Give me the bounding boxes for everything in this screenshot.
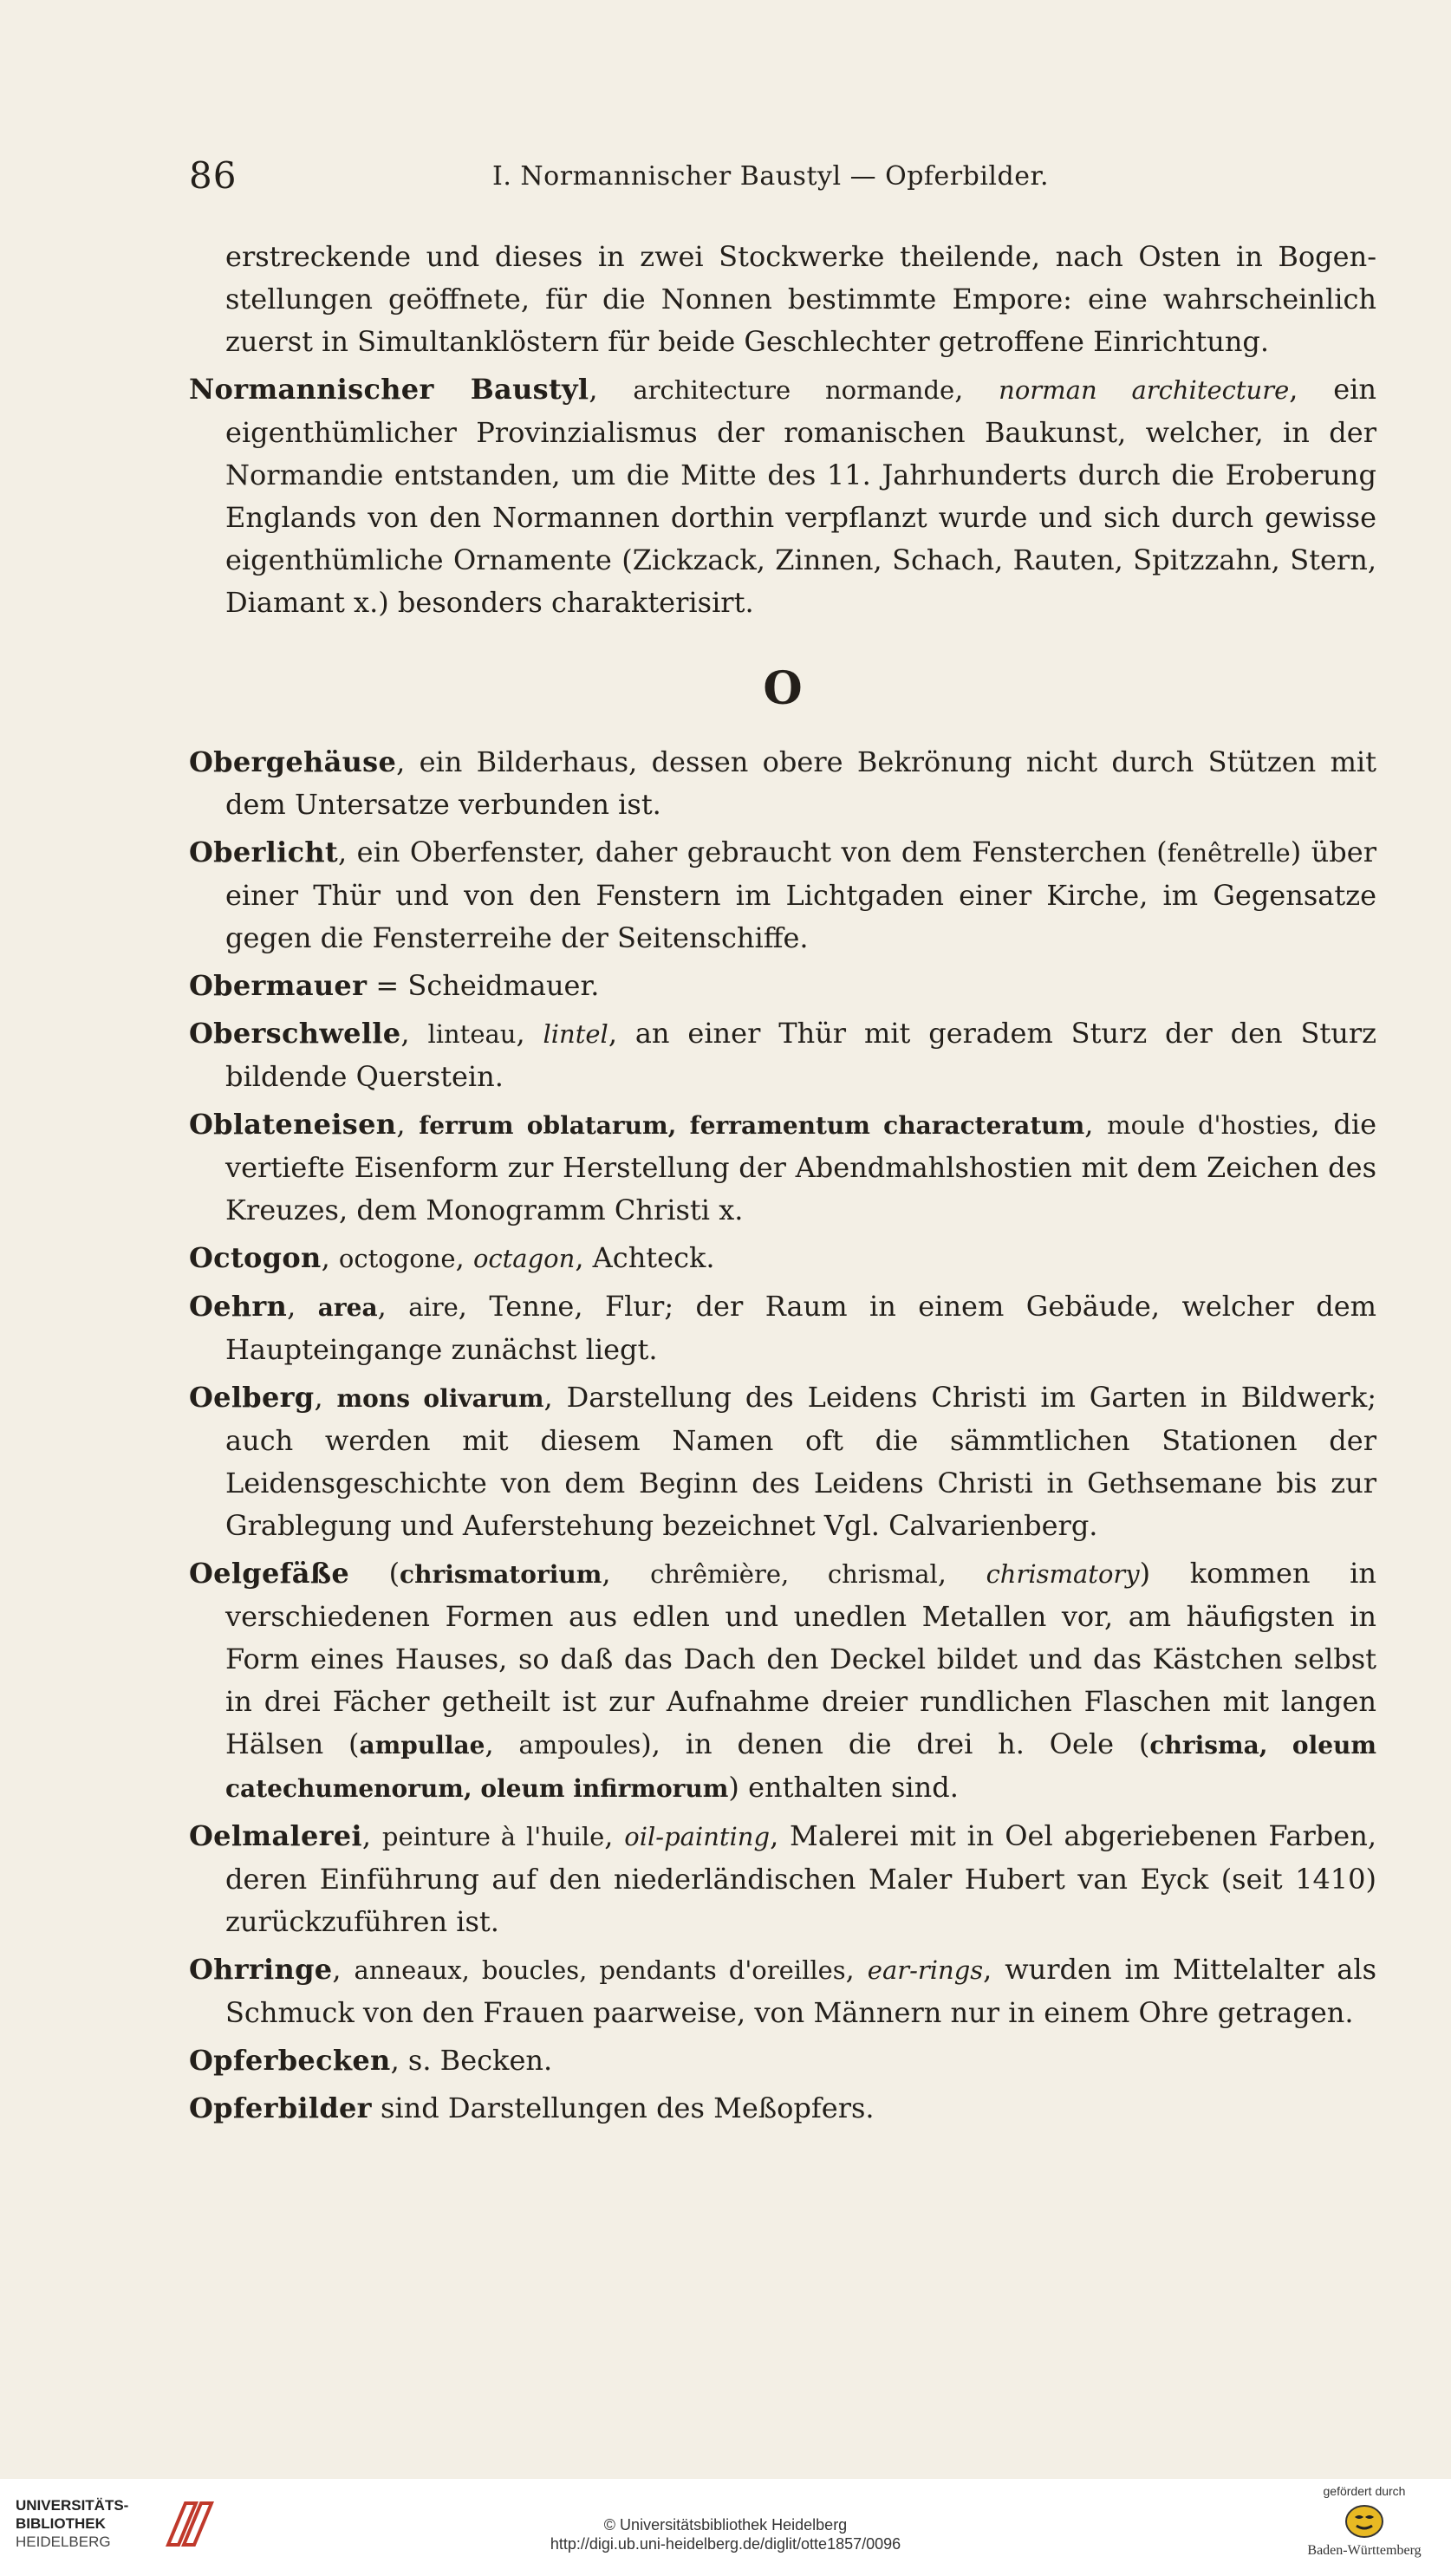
entry-text: , [332,1953,355,1986]
french-term: fenêtrelle [1167,838,1291,868]
entry-text: sind Darstellungen des Meßopfers. [371,2091,875,2124]
sponsor-name: Baden-Württemberg [1307,2543,1422,2558]
entry-text: , [1084,1108,1108,1141]
library-line-2: BIBLIOTHEK [16,2515,106,2532]
entry-lemma: Opferbilder [189,2091,372,2124]
english-term: octagon [472,1244,576,1273]
dictionary-entry [189,1376,1376,1547]
state-crest-icon [1344,2501,1384,2541]
entry-text: , ein Oberfenster, daher gebraucht von dem Fensterchen ( [338,836,1168,868]
entries-before-section [189,236,1376,624]
footer-bar [0,2479,1451,2576]
sponsor-label: gefördert durch [1323,2484,1406,2498]
entry-text: , [485,1727,519,1760]
french-term: peinture à l'huile [381,1822,605,1851]
entry-text: , ein eigenthümlicher Provinzialismus der romanischen Baukunst, welcher, in der Normandie entstanden, um die Mitte des 11. Jahrhunderts durch die Eroberung Englands von den Normannen dorthin verpflanzt wurde und sich durch gewisse eigenthümliche Ornamente (Zickzack, Zinnen, Schach, Rauten, Spitzzahn, Stern, Diamant x.) besonders charakterisirt. [225,373,1377,619]
entry-lemma: Ohrringe [189,1953,333,1986]
french-term: architecture normande [633,375,955,405]
permalink[interactable]: http://digi.ub.uni-heidelberg.de/diglit/otte1857/0096 [550,2535,901,2553]
library-line-3: HEIDELBERG [16,2534,111,2550]
latin-term: area [317,1293,378,1322]
french-term: aire [408,1292,459,1322]
library-line-1: UNIVERSITÄTS- [16,2497,129,2514]
entry-text: , [400,1017,428,1050]
entry-text: , an einer Thür mit geradem Sturz der den Sturz bildende Querstein. [225,1017,1377,1093]
latin-term: ferrum oblatarum, ferramentum characteratum [419,1111,1085,1140]
dictionary-entry [189,831,1376,959]
latin-term: ampullae [359,1731,485,1760]
entry-text: , [321,1241,339,1274]
dictionary-entry [189,2087,1376,2130]
copyright-line: © Universitätsbibliothek Heidelberg [603,2516,848,2534]
french-term: anneaux, boucles, pendants d'oreilles [354,1955,846,1985]
entry-text: , [589,373,634,406]
section-letter: O [763,662,803,715]
entry-text: , [954,373,999,406]
dictionary-entry [189,1237,1376,1280]
entry-lemma: Oblateneisen [189,1108,397,1141]
french-term: octogone [338,1244,456,1273]
french-term: ampoules [518,1730,641,1760]
entry-text: , Achteck. [575,1241,715,1274]
latin-term: chrismatorium [400,1560,602,1589]
entry-text: , [314,1381,337,1414]
entry-text: , wurden im Mittelalter als Schmuck von den Frauen paarweise, von Männern nur in einem Ohre getragen. [225,1953,1377,2029]
dictionary-entry [189,236,1376,363]
entry-text: , [361,1819,382,1852]
dictionary-entry [189,2039,1376,2082]
entry-text: , die vertiefte Eisenform zur Herstellung der Abendmahlshostien mit dem Zeichen des Kreuzes, dem Monogramm Christi x. [225,1108,1377,1226]
french-term: chrêmière, chrismal [650,1559,938,1589]
dictionary-entry [189,368,1376,624]
entry-lemma: Octogon [189,1241,322,1274]
entry-text: = Scheidmauer. [367,969,600,1002]
french-term: linteau [427,1019,517,1049]
english-term: lintel [543,1019,608,1049]
dictionary-entry [189,741,1376,826]
english-term: oil-painting [624,1822,771,1851]
entry-text: , Malerei mit in Oel abgeriebenen Farben, deren Einführung auf den niederländischen Maler Hubert van Eyck (seit 1410) zurückzuführen ist. [225,1819,1377,1938]
english-term: ear-rings [867,1955,984,1985]
entry-text: , [396,1108,420,1141]
page-body [189,236,1376,2135]
running-head: I. Normannischer Baustyl — Opferbilder. [492,161,1050,192]
english-term: chrismatory [986,1559,1140,1589]
entry-text: , [604,1819,625,1852]
latin-term: mons olivarum [336,1384,544,1413]
entry-lemma: Oberschwelle [189,1017,401,1050]
entry-lemma: Oberlicht [189,836,339,868]
entry-lemma: Oelgefäße [189,1557,349,1590]
copyright-notice [0,2515,1451,2553]
entry-lemma: Normannischer Baustyl [189,373,589,406]
dictionary-entry [189,1103,1376,1232]
french-term: moule d'hosties [1107,1110,1311,1140]
dictionary-entry [189,1815,1376,1943]
entry-lemma: Oehrn [189,1290,288,1323]
entry-text: , [287,1290,318,1323]
dictionary-entry [189,1552,1376,1810]
dictionary-entry [189,965,1376,1007]
entry-text: ) über einer Thür und von den Fenstern im Lichtgaden einer Kirche, im Gegensatze gegen die Fensterreihe der Seitenschiffe. [225,836,1376,954]
entry-text: , [455,1241,473,1274]
entry-text: , Tenne, Flur; der Raum in einem Gebäude, welcher dem Haupteingange zunächst liegt. [225,1290,1376,1366]
entry-text: , [845,1953,868,1986]
entry-text: , Darstellung des Leidens Christi im Garten in Bildwerk; auch werden mit diesem Namen oft die sämmtlichen Stationen der Leidensgeschichte von dem Beginn des Leidens Christi in Gethsemane bis zur Grablegung und Auferstehung bezeichnet Vgl. Calvarienberg. [225,1381,1377,1542]
entry-text: , [937,1557,986,1590]
english-term: norman architecture [999,375,1290,405]
entry-text: ), in denen die drei h. Oele ( [641,1727,1150,1760]
entry-lemma: Obermauer [189,969,368,1002]
dictionary-entry [189,1948,1376,2034]
entry-text: , ein Bilderhaus, dessen obere Bekrönung nicht durch Stützen mit dem Untersatze verbunden ist. [225,745,1376,821]
entries-section-o [189,741,1376,2130]
page-header [189,154,1333,206]
dictionary-entry [189,1012,1376,1098]
entry-lemma: Oelberg [189,1381,315,1414]
dictionary-entry [189,1285,1376,1371]
sponsor-block [1295,2484,1434,2559]
entry-lemma: Opferbecken [189,2044,391,2077]
entry-text: ) enthalten sind. [728,1771,959,1804]
latin-term: chrisma, oleum catechumenorum, oleum infirmorum [225,1731,1377,1803]
entry-lemma: Oelmalerei [189,1819,362,1852]
entry-text: , [377,1290,409,1323]
page-number: 86 [189,154,237,197]
entry-text: ) kommen in verschiedenen Formen aus edlen und unedlen Metallen vor, am häufigsten in Form eines Hauses, so daß das Dach den Deckel bildet und das Kästchen selbst in drei Fächer getheilt ist zur Aufnahme dreier rundlichen Flaschen mit langen Hälsen ( [225,1557,1376,1760]
entry-text: , s. Becken. [390,2044,553,2077]
entry-text: erstreckende und dieses in zwei Stockwerke theilende, nach Osten in Bogenstellungen geöffnete, für die Nonnen bestimmte Empore: eine wahrscheinlich zuerst in Simultanklöstern für beide Geschlechter getroffene Einrichtung. [225,240,1376,358]
entry-text: , [516,1017,543,1050]
entry-text: , [602,1557,651,1590]
entry-text: ( [349,1557,400,1590]
entry-lemma: Obergehäuse [189,745,397,778]
